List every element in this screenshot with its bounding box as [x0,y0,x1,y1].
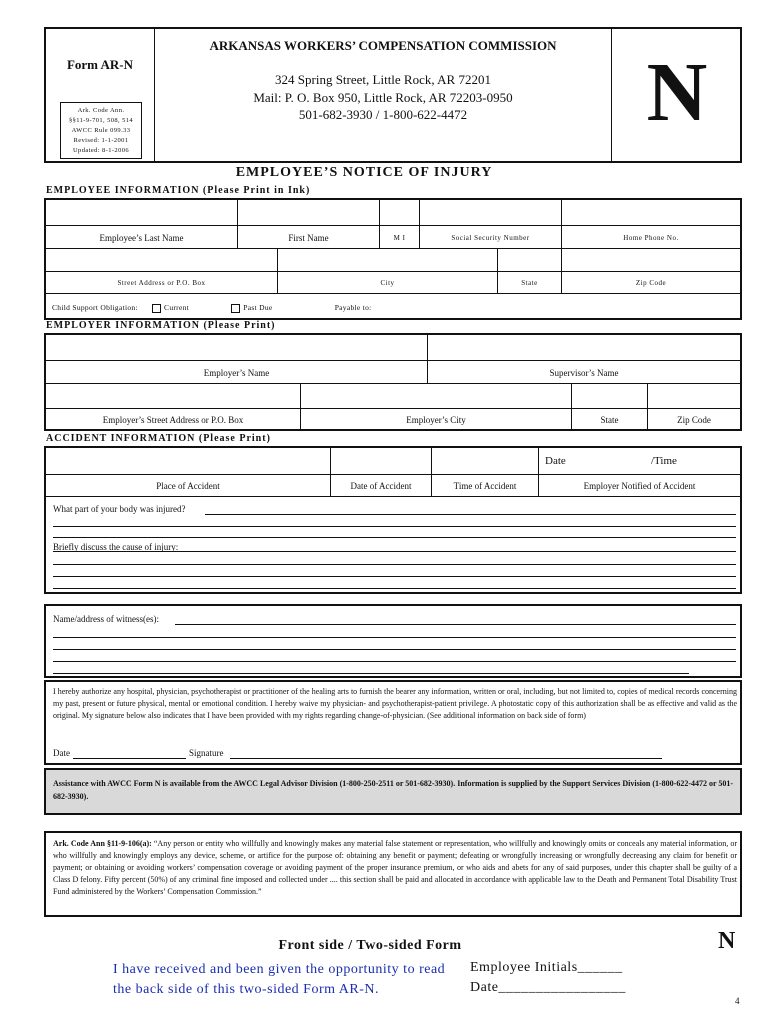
notified-date-label: Date [545,455,566,467]
last-name-label: Employee’s Last Name [99,233,184,243]
agency-phone: 501-682-3930 / 1-800-622-4472 [298,107,468,122]
form-label: Form AR-N [66,57,134,72]
supervisor-name-label: Supervisor’s Name [549,368,619,378]
city-label: City [380,279,395,287]
front-side-label: Front side / Two-sided Form [278,938,462,953]
legal-line: §§11-9-701, 508, 514 [68,117,134,124]
street-address-label: Street Address or P.O. Box [117,279,206,287]
employee-section-heading: EMPLOYEE INFORMATION (Please Print in Ink) [46,185,311,196]
past-due-checkbox[interactable] [231,304,240,313]
auth-date-label: Date [53,748,70,758]
statute-cite: Ark. Code Ann §11-9-106(a): [53,839,152,848]
agency-address: 324 Spring Street, Little Rock, AR 72201 [275,72,491,87]
employer-notified-label: Employer Notified of Accident [583,481,696,491]
mi-label: M I [393,234,406,242]
form-title: EMPLOYEE’S NOTICE OF INJURY [235,165,493,180]
employer-state-label: State [600,415,619,425]
body-part-label: What part of your body was injured? [53,504,186,514]
notified-time-label: /Time [651,455,677,467]
page-number: 4 [735,996,740,1006]
witness-input-line[interactable] [175,624,736,625]
auth-signature-input-line[interactable] [230,758,662,759]
employee-initials-field[interactable]: Employee Initials______ [470,960,623,975]
witness-input-line[interactable] [53,673,689,674]
employer-zip-label: Zip Code [677,415,711,425]
body-part-input-line[interactable] [53,537,736,538]
zip-label: Zip Code [635,279,667,287]
legal-line: Ark. Code Ann. [77,107,125,114]
employer-street-label: Employer’s Street Address or P.O. Box [102,415,244,425]
date-of-accident-label: Date of Accident [350,481,412,491]
cause-label: Briefly discuss the cause of injury: [53,542,179,552]
body-part-input-line[interactable] [205,514,736,515]
agency-name: ARKANSAS WORKERS’ COMPENSATION COMMISSION [209,38,557,53]
cause-input-line[interactable] [53,588,736,589]
row-divider [45,360,741,361]
back-side-notice: I have received and been given the opportunity to read the back side of this two-sided Form AR-N. [113,962,446,997]
row-divider [45,474,741,475]
assistance-text: Assistance with AWCC Form N is available from the AWCC Legal Advisor Division (1-800-250-2511 or 501-682-3930). Information is supplied by the Support Services Division (1-800-622-4472 or 501-682-3930). [53,779,734,801]
payable-to-label: Payable to: [334,303,372,312]
witness-input-line[interactable] [53,637,736,638]
body-part-input-line[interactable] [53,526,736,527]
legal-line: Updated: 8-1-2006 [72,147,130,154]
auth-signature-label: Signature [189,748,224,758]
authorization-text: I hereby authorize any hospital, physician, psychotherapist or practitioner of the healing arts to furnish the bearer any information, written or oral, including, but not limited to, copies of medical records concerning my past, present or future physical, mental or emotional condition. I hereby waive my physician- and psychotherapist-patient privilege. A photostatic copy of this authorization shall be as effective and valid as the original. My signature below also indicates that I have been provided with my rights regarding change-of-physician. (See additional information on back side of form) [53,687,737,720]
footer-form-letter: N [718,928,736,954]
row-divider [45,225,741,226]
witness-label: Name/address of witness(es): [53,614,159,624]
cause-input-line[interactable] [53,564,736,565]
home-phone-label: Home Phone No. [623,234,679,242]
accident-section-heading: ACCIDENT INFORMATION (Please Print) [46,433,271,444]
form-letter: N [646,46,708,139]
current-label: Current [164,303,190,312]
statute-text [53,838,737,898]
first-name-label: First Name [288,233,329,243]
place-of-accident-label: Place of Accident [156,481,220,491]
legal-line: AWCC Rule 099.33 [71,127,131,134]
statute-body: “Any person or entity who willfully and knowingly makes any material false statement or representation, who willfully and knowingly omits or conceals any material information, or who willfully and knowingly employs any device, scheme, or artifice for the purpose of: obtaining any benefit or payment; defeating or wrongfully increasing or wrongfully decreasing any claim for benefit or payment; or obtaining or avoiding workers’ compensation coverage or avoiding payment of the proper insurance premium, or who aids and abets for any of said purposes, under this chapter shall be guilty of a Class D felony. Fifty percent (50%) of any criminal fine imposed and collected under .... this section shall be paid and allocated in accordance with applicable law to the Death and Permanent Total Disability Trust Fund administered by the Workers’ Compensation Commission.” [53,839,738,896]
child-support-row [52,303,372,313]
footer-date-field[interactable]: Date_________________ [470,980,626,995]
legal-line: Revised: 1-1-2001 [73,137,129,144]
witness-input-line[interactable] [53,649,736,650]
current-checkbox[interactable] [152,304,161,313]
witness-input-line[interactable] [53,661,736,662]
child-support-label: Child Support Obligation: [52,303,138,312]
auth-date-input-line[interactable] [73,758,186,759]
agency-mail-address: Mail: P. O. Box 950, Little Rock, AR 72203-0950 [253,90,513,105]
employer-section-heading: EMPLOYER INFORMATION (Please Print) [46,320,276,331]
past-due-label: Past Due [243,303,273,312]
employer-name-label: Employer’s Name [203,368,270,378]
time-of-accident-label: Time of Accident [453,481,517,491]
row-divider [45,271,741,272]
ssn-label: Social Security Number [451,234,530,242]
cause-input-line[interactable] [53,576,736,577]
state-label: State [521,279,538,287]
row-divider [45,408,741,409]
employer-city-label: Employer’s City [406,415,466,425]
cause-input-line[interactable] [53,551,736,552]
legal-citation-box [60,102,142,159]
